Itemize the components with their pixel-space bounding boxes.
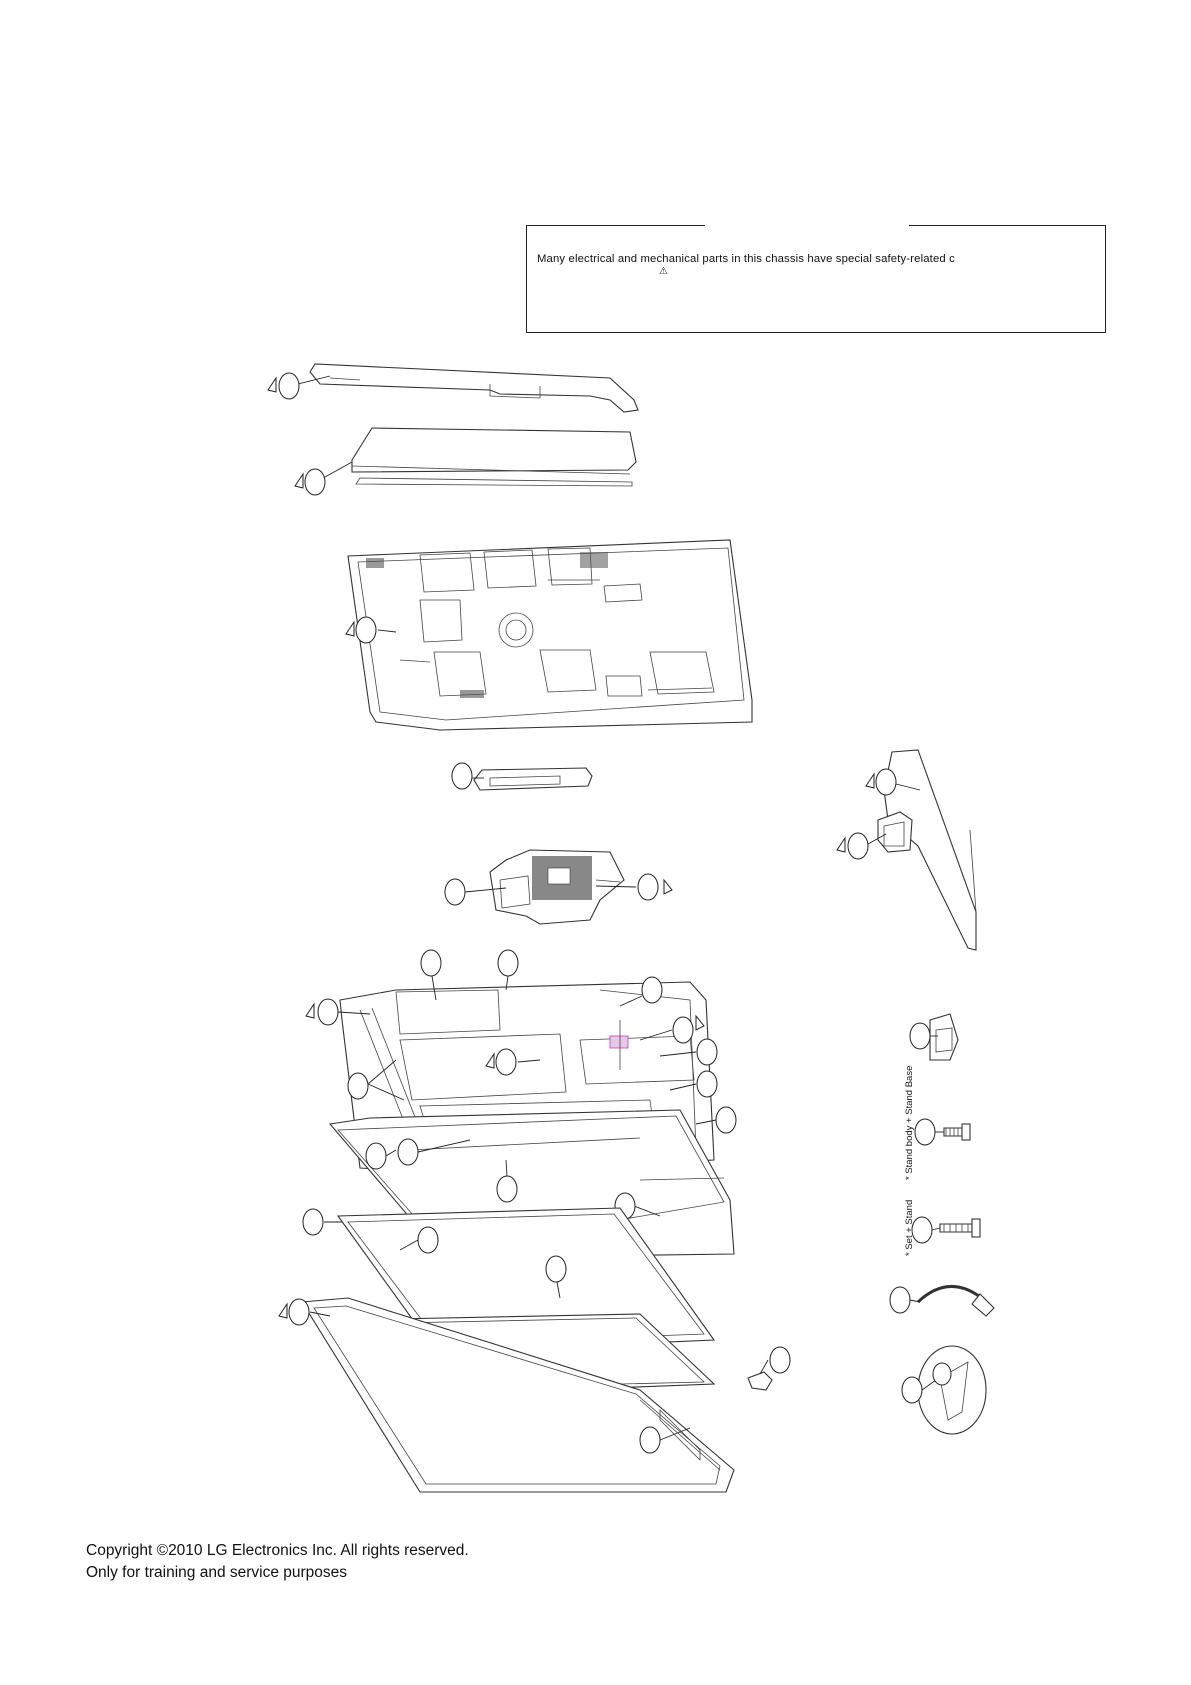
screw-set-stand xyxy=(940,1219,980,1237)
balloon-cable-part xyxy=(890,1287,920,1313)
balloon-detail-inner xyxy=(933,1363,951,1385)
balloon-chassis-b xyxy=(498,950,518,990)
detail-circle xyxy=(918,1346,986,1434)
cable-part xyxy=(918,1286,994,1316)
main-board xyxy=(490,850,624,924)
warning-icon: ⚠ xyxy=(659,266,668,277)
small-clip xyxy=(748,1372,772,1390)
stand-body-base-label: * Stand body + Stand Base xyxy=(904,1065,915,1180)
purpose-text: Only for training and service purposes xyxy=(86,1564,348,1581)
stand-bracket xyxy=(930,1014,958,1060)
top-cover-upper xyxy=(310,364,638,412)
set-stand-label: * Set + Stand xyxy=(904,1199,915,1256)
balloon-optical-a xyxy=(303,1209,342,1235)
safety-notice-text: Many electrical and mechanical parts in this chassis have special safety-related c xyxy=(537,253,955,265)
ir-bracket xyxy=(474,768,592,790)
balloon-screw-stand-body xyxy=(915,1119,944,1145)
screw-stand-body xyxy=(944,1124,970,1140)
balloon-top-cover-lower xyxy=(295,462,352,495)
back-cover xyxy=(348,540,752,730)
top-cover-lower xyxy=(352,428,636,486)
footer xyxy=(86,1540,469,1584)
balloon-small-clip xyxy=(760,1347,790,1374)
copyright-text: Copyright ©2010 LG Electronics Inc. All rights reserved. xyxy=(86,1542,469,1559)
balloon-screw-set-stand xyxy=(912,1217,940,1243)
